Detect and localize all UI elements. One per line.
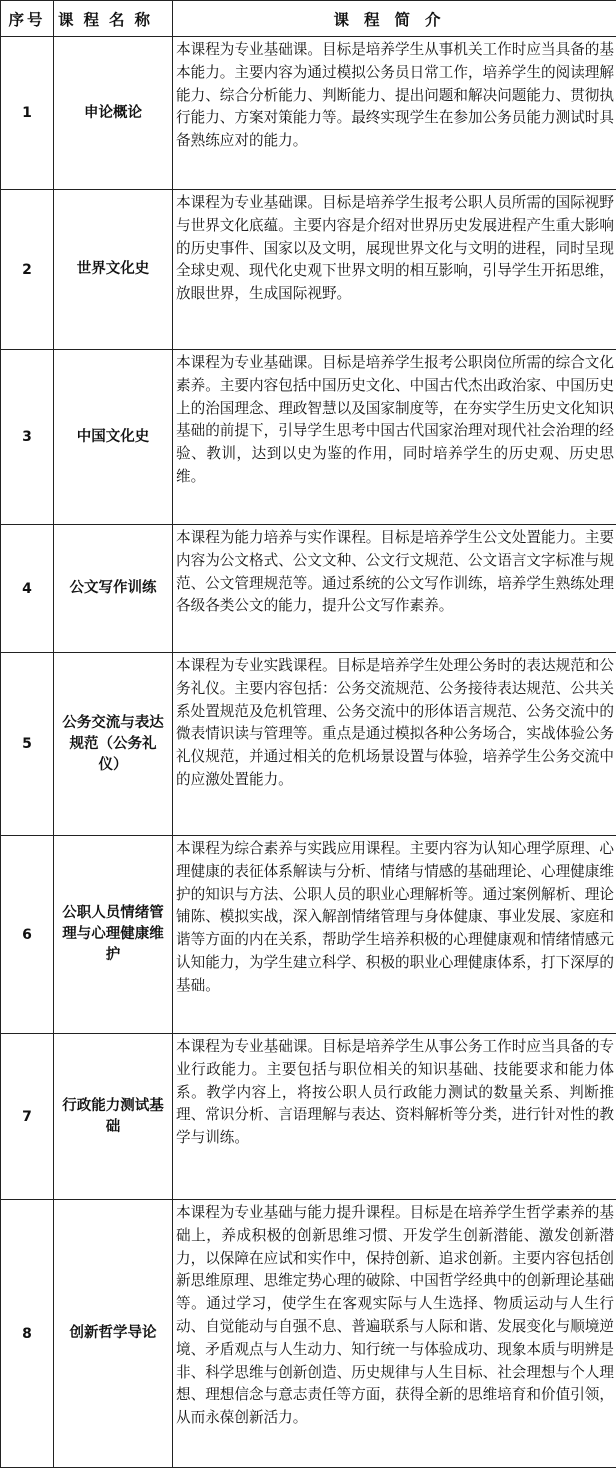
course-index: 8 — [1, 1200, 54, 1468]
table-row — [1, 37, 616, 190]
course-name: 公职人员情绪管理与心理健康维护 — [54, 836, 173, 1034]
header-course-description: 课程简介 — [173, 1, 616, 37]
table-header — [1, 1, 616, 37]
course-description: 本课程为专业基础课。目标是培养学生报考公职人员所需的国际视野与世界文化底蕴。主要内容是介绍对世界历史发展进程产生重大影响的历史事件、国家以及文明，展现世界文化与文明的进程，同时呈现全球史观、现代化史观下世界文明的相互影响，引导学生开拓思维，放眼世界，生成国际视野。 — [173, 190, 616, 350]
course-name: 世界文化史 — [54, 190, 173, 350]
course-description: 本课程为专业基础与能力提升课程。目标是在培养学生哲学素养的基础上，养成积极的创新思维习惯、开发学生创新潜能、激发创新潜力，以保障在应试和实作中，保持创新、追求创新。主要内容包括创新思维原理、思维定势心理的破除、中国哲学经典中的创新理论基础等。通过学习，使学生在客观实际与人生选择、物质运动与人生行动、自觉能动与自强不息、普遍联系与人际和谐、发展变化与顺境逆境、矛盾观点与人生动力、知行统一与体验成功、现象本质与明辨是非、科学思维与创新创造、历史规律与人生目标、社会理想与个人理想、理想信念与意志责任等方面，获得全新的思维培育和价值引领，从而永葆创新活力。 — [173, 1200, 616, 1468]
table-row — [1, 350, 616, 525]
header-course-name: 课程名称 — [54, 1, 173, 37]
course-description: 本课程为专业基础课。目标是培养学生报考公职岗位所需的综合文化素养。主要内容包括中国历史文化、中国古代杰出政治家、中国历史上的治国理念、理政智慧以及国家制度等，在夯实学生历史文化知识基础的前提下，引导学生思考中国古代国家治理对现代社会治理的经验、教训，达到以史为鉴的作用，同时培养学生的历史观、历史思维。 — [173, 350, 616, 525]
course-index: 3 — [1, 350, 54, 525]
course-index: 5 — [1, 653, 54, 836]
course-name: 创新哲学导论 — [54, 1200, 173, 1468]
course-description: 本课程为专业基础课。目标是培养学生从事公务工作时应当具备的专业行政能力。主要包括与职位相关的知识基础、技能要求和能力体系。教学内容上，将按公职人员行政能力测试的数量关系、判断推理、常识分析、言语理解与表达、资料解析等分类，进行针对性的教学与训练。 — [173, 1034, 616, 1200]
course-index: 7 — [1, 1034, 54, 1200]
course-description: 本课程为综合素养与实践应用课程。主要内容为认知心理学原理、心理健康的表征体系解读与分析、情绪与情感的基础理论、心理健康维护的知识与方法、公职人员的职业心理解析等。通过案例解析、理论铺陈、模拟实战，深入解剖情绪管理与身体健康、事业发展、家庭和谐等方面的内在关系，帮助学生培养积极的心理健康观和情绪情感元认知能力，为学生建立科学、积极的职业心理健康体系，打下深厚的基础。 — [173, 836, 616, 1034]
course-name: 申论概论 — [54, 37, 173, 190]
table-row — [1, 836, 616, 1034]
course-name: 行政能力测试基础 — [54, 1034, 173, 1200]
table-row — [1, 1200, 616, 1468]
course-name: 公务交流与表达规范（公务礼仪） — [54, 653, 173, 836]
course-description: 本课程为专业基础课。目标是培养学生从事机关工作时应当具备的基本能力。主要内容为通过模拟公务员日常工作，培养学生的阅读理解能力、综合分析能力、判断能力、提出问题和解决问题能力、贯彻执行能力、方案对策能力等。最终实现学生在参加公务员能力测试时具备熟练应对的能力。 — [173, 37, 616, 190]
course-name: 中国文化史 — [54, 350, 173, 525]
table-row — [1, 525, 616, 653]
header-index: 序号 — [1, 1, 54, 37]
course-index: 2 — [1, 190, 54, 350]
course-description: 本课程为专业实践课程。目标是培养学生处理公务时的表达规范和公务礼仪。主要内容包括：公务交流规范、公务接待表达规范、公共关系处置规范及危机管理、公务交流中的形体语言规范、公务交流中的微表情识读与管理等。重点是通过模拟各种公务场合，实战体验公务礼仪规范，并通过相关的危机场景设置与体验，培养学生公务交流中的应激处置能力。 — [173, 653, 616, 836]
course-description: 本课程为能力培养与实作课程。目标是培养学生公文处置能力。主要内容为公文格式、公文文种、公文行文规范、公文语言文字标准与规范、公文管理规范等。通过系统的公文写作训练，培养学生熟练处理各级各类公文的能力，提升公文写作素养。 — [173, 525, 616, 653]
table-row — [1, 653, 616, 836]
course-name: 公文写作训练 — [54, 525, 173, 653]
course-index: 1 — [1, 37, 54, 190]
course-index: 4 — [1, 525, 54, 653]
course-index: 6 — [1, 836, 54, 1034]
table-row — [1, 1034, 616, 1200]
table-row — [1, 190, 616, 350]
